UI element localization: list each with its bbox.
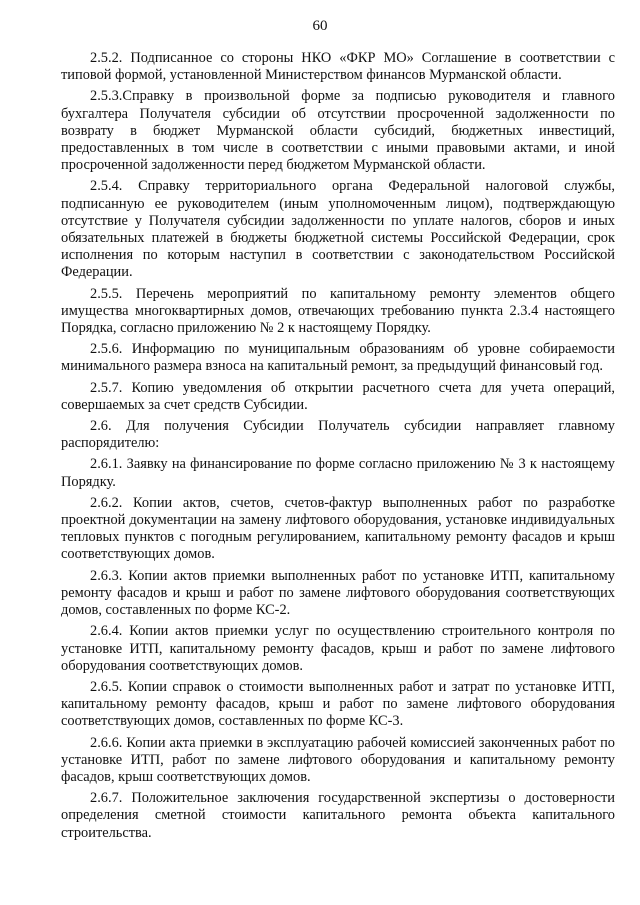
paragraph-2-5-3: 2.5.3.Справку в произвольной форме за подписью руководителя и главного бухгалтера Получателя субсидии об отсутствии просроченной задолженности по возврату в бюджет Мурманской области субсидий, бюджетных инвестиций, предоставленных в том числе в соответствии с иными правовыми актами, и иной просроченной задолженности перед бюджетом Мурманской области. (61, 88, 615, 174)
paragraph-2-6-4: 2.6.4. Копии актов приемки услуг по осуществлению строительного контроля по установке ИТП, капитальному ремонту фасадов, крыш и работ по замене лифтового оборудования соответствующих домов. (61, 623, 615, 674)
page-number: 60 (312, 18, 328, 34)
paragraph-2-6: 2.6. Для получения Субсидии Получатель субсидии направляет главному распорядителю: (61, 418, 615, 452)
paragraph-2-6-2: 2.6.2. Копии актов, счетов, счетов-фактур выполненных работ по разработке проектной документации на замену лифтового оборудования, установке индивидуальных тепловых пунктов с погодным регулированием, капитальному ремонту фасадов и крыш соответствующих домов. (61, 494, 615, 563)
document-body (61, 50, 615, 846)
paragraph-2-5-6: 2.5.6. Информацию по муниципальным образованиям об уровне собираемости минимального размера взноса на капитальный ремонт, за предыдущий финансовый год. (61, 341, 615, 375)
paragraph-2-6-7: 2.6.7. Положительное заключения государственной экспертизы о достоверности определения сметной стоимости капитального ремонта объекта капитального строительства. (61, 790, 615, 841)
paragraph-2-6-5: 2.6.5. Копии справок о стоимости выполненных работ и затрат по установке ИТП, капитальному ремонту фасадов, крыш и работ по замене лифтового оборудования соответствующих домов, составленных по форме КС-3. (61, 678, 615, 730)
paragraph-2-6-1: 2.6.1. Заявку на финансирование по форме согласно приложению № 3 к настоящему Порядку. (61, 456, 615, 490)
paragraph-2-5-4: 2.5.4. Справку территориального органа Федеральной налоговой службы, подписанную ее руководителем (иным уполномоченным лицом), подтверждающую отсутствие у Получателя субсидии задолженности по уплате налогов, сборов и иных обязательных платежей в бюджеты бюджетной системы Российской Федерации, срок исполнения по которым наступил в соответствии с законодательством Российской Федерации. (61, 178, 615, 281)
paragraph-2-6-3: 2.6.3. Копии актов приемки выполненных работ по установке ИТП, капитальному ремонту фасадов и крыш и работ по замене лифтового оборудования соответствующих домов, составленных по форме КС-2. (61, 567, 615, 619)
paragraph-2-5-7: 2.5.7. Копию уведомления об открытии расчетного счета для учета операций, совершаемых за счет средств Субсидии. (61, 379, 615, 413)
paragraph-2-5-2: 2.5.2. Подписанное со стороны НКО «ФКР МО» Соглашение в соответствии с типовой формой, установленной Министерством финансов Мурманской области. (61, 50, 615, 84)
paragraph-2-5-5: 2.5.5. Перечень мероприятий по капитальному ремонту элементов общего имущества многоквартирных домов, отвечающих требованию пункта 2.3.4 настоящего Порядка, согласно приложению № 2 к настоящему Порядку. (61, 285, 615, 337)
paragraph-2-6-6: 2.6.6. Копии акта приемки в эксплуатацию рабочей комиссией законченных работ по установке ИТП, работ по замене лифтового оборудования и капитальному ремонту фасадов, крыш соответствующих домов. (61, 734, 615, 785)
